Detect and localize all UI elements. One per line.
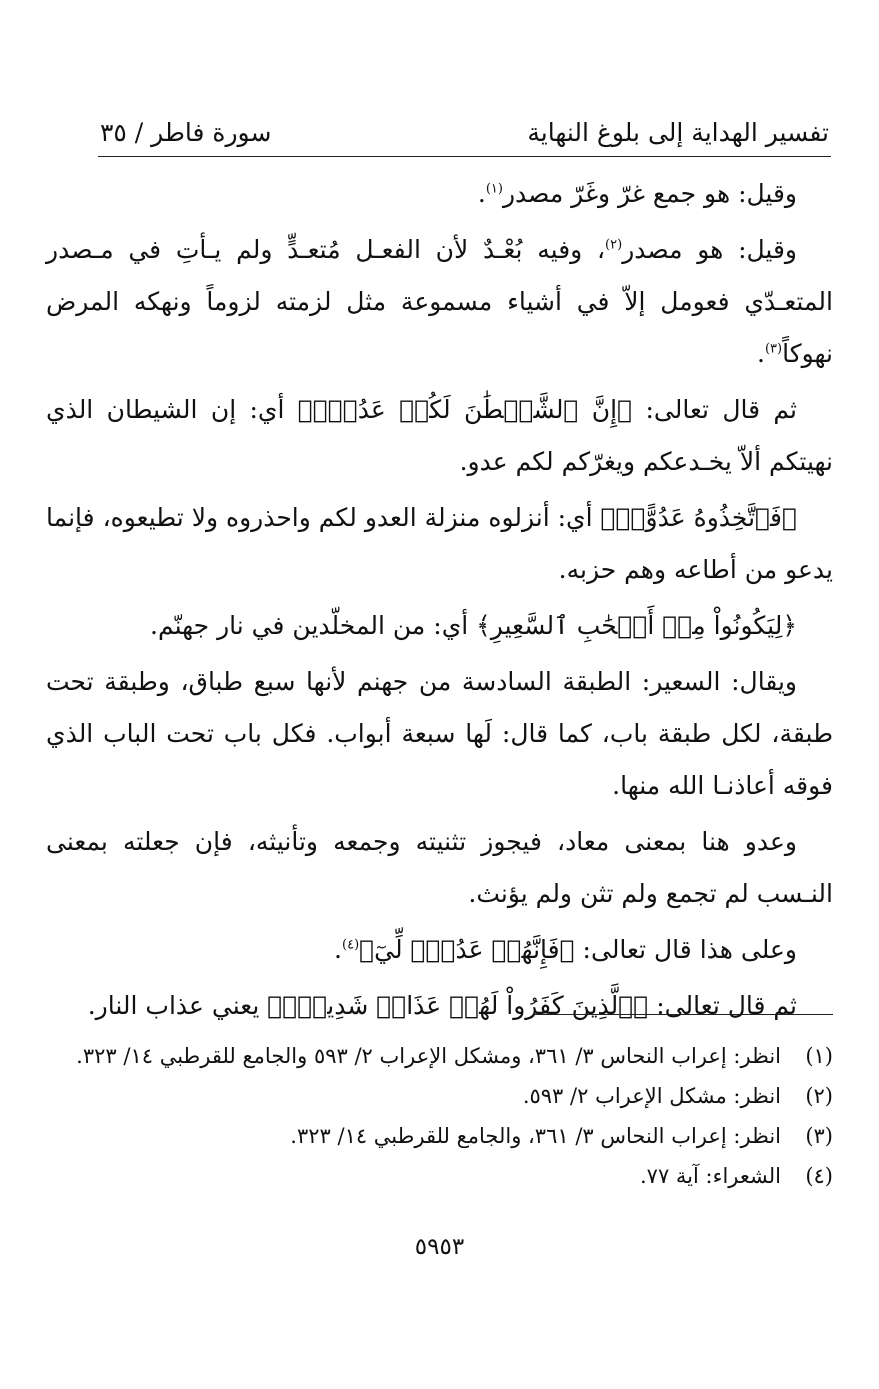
paragraph-3: ثم قال تعالى: ﴿إِنَّ ٱلشَّيۡطَٰنَ لَكُمۡ عَدُوّٞ﴾ أي: إن الشيطان الذي نهيتكم ألاّ يخـدعكم ويغرّكم لكم عدو. bbox=[46, 395, 833, 476]
paragraph-5: ﴿لِيَكُونُواْ مِنۡ أَصۡحَٰبِ ٱلسَّعِيرِ﴾ أي: من المخلّدين في نار جهنّم. bbox=[150, 611, 797, 640]
footnote-ref-2[interactable]: (٢) bbox=[605, 237, 623, 253]
paragraph-9: ثم قال تعالى: ﴿ٱلَّذِينَ كَفَرُواْ لَهُمۡ عَذَابٞ شَدِيدٞۖ﴾ يعني عذاب النار. bbox=[87, 991, 797, 1020]
quran-verse: ﴿فَإِنَّهُمۡ عَدُوّٞ لِّيٓ﴾ bbox=[359, 935, 575, 964]
footnote-number: (١) bbox=[805, 1044, 833, 1068]
quran-verse: ﴿فَٱتَّخِذُوهُ عَدُوًّاۚ﴾ bbox=[600, 503, 797, 532]
footnote-ref-3[interactable]: (٣) bbox=[764, 341, 783, 357]
footnote-number: (٢) bbox=[805, 1084, 833, 1108]
footnote-divider bbox=[533, 1014, 833, 1015]
footnote-item bbox=[46, 1116, 833, 1156]
header-divider bbox=[98, 156, 831, 157]
page-number: ٥٩٥٣ bbox=[414, 1234, 465, 1260]
footnote-number: (٣) bbox=[805, 1124, 833, 1148]
footnote-text: انظر: مشكل الإعراب ٢/ ٥٩٣. bbox=[522, 1084, 781, 1108]
running-header bbox=[100, 112, 829, 152]
paragraph-2: وقيل: هو مصدر$^{(٢)}$، وفيه بُعْـدٌ لأن الفعـل مُتعـدٍّ ولم يـأتِ في مـصدر المتعـدّي فعومل إلاّ في أشياء مسموعة مثل لزمته لزوماً ونهكه المرض نهوكاً$^{(٣)}$. bbox=[46, 235, 833, 368]
footnote-number: (٤) bbox=[805, 1164, 833, 1188]
paragraph-1: وقيل: هو جمع غرّ وغَرّ مصدر$^{(١)}$. bbox=[477, 179, 797, 208]
main-text bbox=[46, 168, 833, 1036]
footnote-ref-4[interactable]: (٤) bbox=[342, 937, 360, 953]
footnote-item bbox=[46, 1076, 833, 1116]
quran-verse: ﴿ٱلَّذِينَ كَفَرُواْ لَهُمۡ عَذَابٞ شَدِيدٞۖ﴾ bbox=[267, 991, 649, 1020]
footnote-item bbox=[46, 1156, 833, 1196]
footnote-text: انظر: إعراب النحاس ٣/ ٣٦١، ومشكل الإعراب ٢/ ٥٩٣ والجامع للقرطبي ١٤/ ٣٢٣. bbox=[76, 1044, 781, 1068]
book-title: تفسير الهداية إلى بلوغ النهاية bbox=[527, 117, 829, 147]
footnotes bbox=[46, 1036, 833, 1196]
footnote-ref-1[interactable]: (١) bbox=[485, 181, 503, 197]
quran-verse: ﴿لِيَكُونُواْ مِنۡ أَصۡحَٰبِ ٱلسَّعِيرِ﴾ bbox=[476, 611, 797, 640]
footnote-text: الشعراء: آية ٧٧. bbox=[639, 1164, 781, 1188]
quran-verse: ﴿إِنَّ ٱلشَّيۡطَٰنَ لَكُمۡ عَدُوّٞ﴾ bbox=[297, 395, 633, 424]
footnote-text: انظر: إعراب النحاس ٣/ ٣٦١، والجامع للقرطبي ١٤/ ٣٢٣. bbox=[290, 1124, 781, 1148]
paragraph-8: وعلى هذا قال تعالى: ﴿فَإِنَّهُمۡ عَدُوّٞ لِّيٓ﴾$^{(٤)}$. bbox=[334, 935, 797, 964]
paragraph-7: وعدو هنا بمعنى معاد، فيجوز تثنيته وجمعه وتأنيثه، فإن جعلته بمعنى النـسب لم تجمع ولم تثن ولم يؤنث. bbox=[46, 827, 833, 908]
paragraph-6: ويقال: السعير: الطبقة السادسة من جهنم لأنها سبع طباق، وطبقة تحت طبقة، لكل طبقة باب، كما قال: لَها سبعة أبواب. فكل باب تحت الباب الذي فوقه أعاذنـا الله منها. bbox=[46, 667, 833, 800]
paragraph-4: ﴿فَٱتَّخِذُوهُ عَدُوًّاۚ﴾ أي: أنزلوه منزلة العدو لكم واحذروه ولا تطيعوه، فإنما يدعو من أطاعه وهم حزبه. bbox=[46, 503, 833, 584]
footnote-item bbox=[46, 1036, 833, 1076]
surah-reference: سورة فاطر / ٣٥ bbox=[100, 117, 272, 147]
